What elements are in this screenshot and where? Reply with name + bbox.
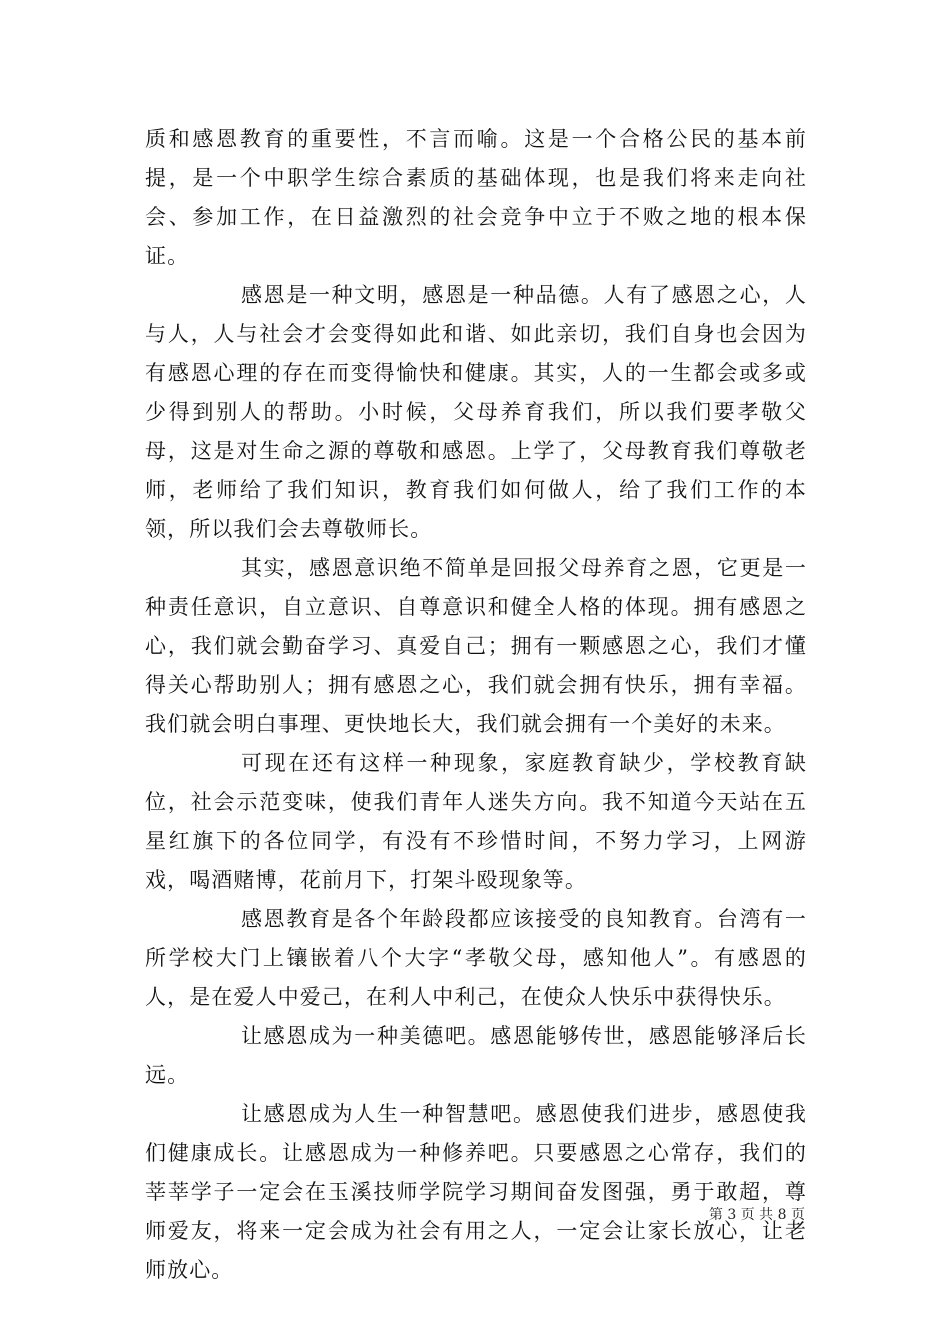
paragraph-7: 让感恩成为人生一种智慧吧。感恩使我们进步，感恩使我们健康成长。让感恩成为一种修养吧。只要感恩之心常存，我们的莘莘学子一定会在玉溪技师学院学习期间奋发图强，勇于敢超，尊师爱友，将来一定会成为社会有用之人，一定会让家长放心，让老师放心。 xyxy=(145,1102,807,1282)
page-number-footer: 第 3 页 共 8 页 xyxy=(708,1207,805,1223)
paragraph-1: 质和感恩教育的重要性，不言而喻。这是一个合格公民的基本前提，是一个中职学生综合素质的基础体现，也是我们将来走向社会、参加工作，在日益激烈的社会竞争中立于不败之地的根本保证。 xyxy=(145,127,807,268)
paragraph-3: 其实，感恩意识绝不简单是回报父母养育之恩，它更是一种责任意识，自立意识、自尊意识和健全人格的体现。拥有感恩之心，我们就会勤奋学习、真爱自己；拥有一颗感恩之心，我们才懂得关心帮助别人；拥有感恩之心，我们就会拥有快乐，拥有幸福。我们就会明白事理、更快地长大，我们就会拥有一个美好的未来。 xyxy=(145,556,807,736)
document-body xyxy=(145,120,807,1290)
paragraph-6: 让感恩成为一种美德吧。感恩能够传世，感恩能够泽后长远。 xyxy=(145,1024,807,1087)
paragraph-2: 感恩是一种文明，感恩是一种品德。人有了感恩之心，人与人，人与社会才会变得如此和谐、如此亲切，我们自身也会因为有感恩心理的存在而变得愉快和健康。其实，人的一生都会或多或少得到别人的帮助。小时候，父母养育我们，所以我们要孝敬父母，这是对生命之源的尊敬和感恩。上学了，父母教育我们尊敬老师，老师给了我们知识，教育我们如何做人，给了我们工作的本领，所以我们会去尊敬师长。 xyxy=(145,283,807,541)
paragraph-5: 感恩教育是各个年龄段都应该接受的良知教育。台湾有一所学校大门上镶嵌着八个大字“孝敬父母，感知他人”。有感恩的人，是在爱人中爱己，在利人中利己，在使众人快乐中获得快乐。 xyxy=(145,907,807,1009)
paragraph-4: 可现在还有这样一种现象，家庭教育缺少，学校教育缺位，社会示范变味，使我们青年人迷失方向。我不知道今天站在五星红旗下的各位同学，有没有不珍惜时间，不努力学习，上网游戏，喝酒赌博，花前月下，打架斗殴现象等。 xyxy=(145,751,807,892)
